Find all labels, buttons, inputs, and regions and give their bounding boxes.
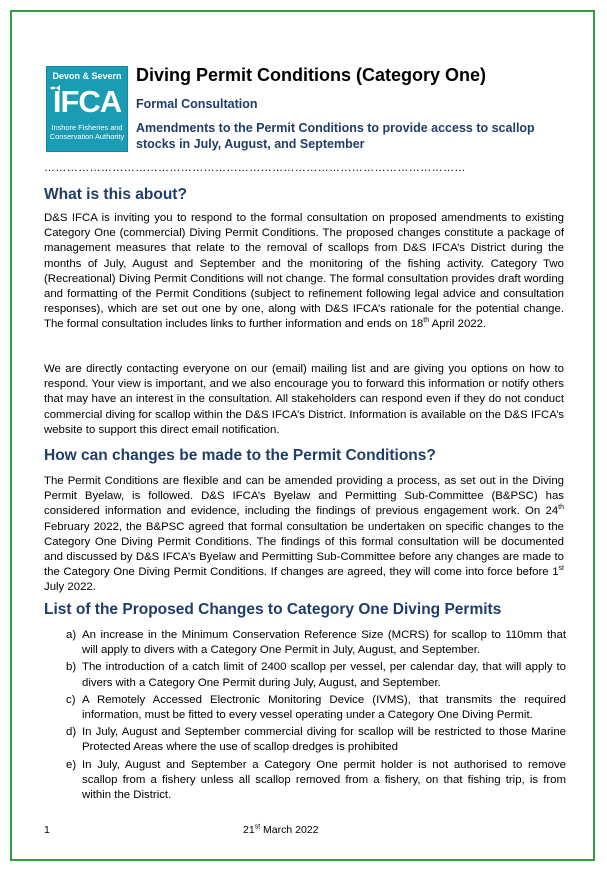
section-heading-about: What is this about? — [44, 186, 187, 203]
section-heading-changes: How can changes be made to the Permit Conditions? — [44, 447, 436, 464]
about-paragraph-2: We are directly contacting everyone on our (email) mailing list and are giving you options on how to respond. Your view is important, and we also encourage you to forward this information or notify others that may have an interest in the consultation. All stakeholders can respond even if they do not conduct commercial diving for scallop within the D&S IFCA’s District. Information is available on the D&S IFCA’s website to support this direct email notification. — [44, 363, 564, 436]
document-description: Amendments to the Permit Conditions to provide access to scallop stocks in July, August, and September — [136, 121, 535, 151]
changes-paragraph: The Permit Conditions are flexible and can be amended providing a process, as set out in the Diving Permit Byelaw, is followed. D&S IFCA’s Byelaw and Permitting Sub-Committee (B&PSC) has considered information and evidence, including the findings of previous engagement work. On 24th February 2022, the B&PSC agreed that formal consultation be undertaken on specific changes to the Category One Diving Permit Conditions. The findings of this formal consultation will be documented and discussed by D&S IFCA’s Byelaw and Permitting Sub-Committee before any changes are made to the Category One Diving Permit Conditions. If changes are agreed, they will come into force before 1st July 2022. — [44, 475, 564, 594]
separator-line: ………………………………………………………………………………………………… — [44, 162, 466, 174]
list-item-text: The introduction of a catch limit of 2400 scallop per vessel, per calendar day, that will apply to divers with a Category One Permit during July, August, and September. — [82, 661, 566, 689]
ifca-logo — [46, 66, 128, 152]
list-item — [44, 628, 566, 658]
list-item-marker: a) — [66, 629, 77, 641]
list-item — [44, 725, 566, 755]
logo-acronym: IFCA — [52, 84, 122, 119]
list-item — [44, 758, 566, 804]
section-heading-proposed-changes: List of the Proposed Changes to Category One Diving Permits — [44, 601, 502, 618]
document-subtitle: Formal Consultation — [136, 97, 258, 111]
logo-region-text: Devon & Severn — [52, 71, 122, 81]
list-item-marker: c) — [66, 693, 76, 706]
list-item-marker: e) — [66, 758, 77, 771]
list-item — [44, 660, 566, 690]
list-item-marker: d) — [66, 726, 77, 739]
list-item-marker: b) — [66, 661, 77, 674]
footer-date: 21st March 2022 — [243, 823, 319, 836]
list-item-text: An increase in the Minimum Conservation Reference Size (MCRS) for scallop to 110mm that will apply to divers with a Category One Permit in July, August, and September. — [82, 629, 566, 657]
logo-full-name: Inshore Fisheries and Conservation Authority — [49, 123, 125, 141]
proposed-changes-list — [44, 628, 566, 805]
list-item-text: In July, August and September commercial diving for scallop will be restricted to those Marine Protected Areas where the use of scallop dredges is prohibited — [82, 726, 566, 754]
list-item — [44, 693, 566, 723]
about-paragraph-1: D&S IFCA is inviting you to respond to the formal consultation on proposed amendments to existing Category One (commercial) Diving Permit Conditions. The proposed changes constitute a package of management measures that relate to the removal of scallops from D&S IFCA’s District during the months of July, August and September and the monitoring of the fishing activity. Category Two (Recreational) Diving Permit Conditions will not change. The formal consultation provides draft wording and formatting of the Permit Conditions (subject to refinement following legal advice and consultation responses), which are set out one by one, along with D&S IFCA’s rationale for the potential change. The formal consultation includes links to further information and ends on 18th April 2022. — [44, 212, 564, 331]
page-number: 1 — [44, 824, 50, 836]
document-title: Diving Permit Conditions (Category One) — [136, 65, 487, 85]
list-item-text: A Remotely Accessed Electronic Monitoring Device (IVMS), that transmits the required information, must be fitted to every vessel operating under a Category One Diving Permit. — [82, 693, 566, 722]
list-item-text: In July, August and September a Category One permit holder is not authorised to remove scallop from a fishery unless all scallop removed from a fishery, on that fishing trip, is from within the District. — [82, 758, 566, 802]
